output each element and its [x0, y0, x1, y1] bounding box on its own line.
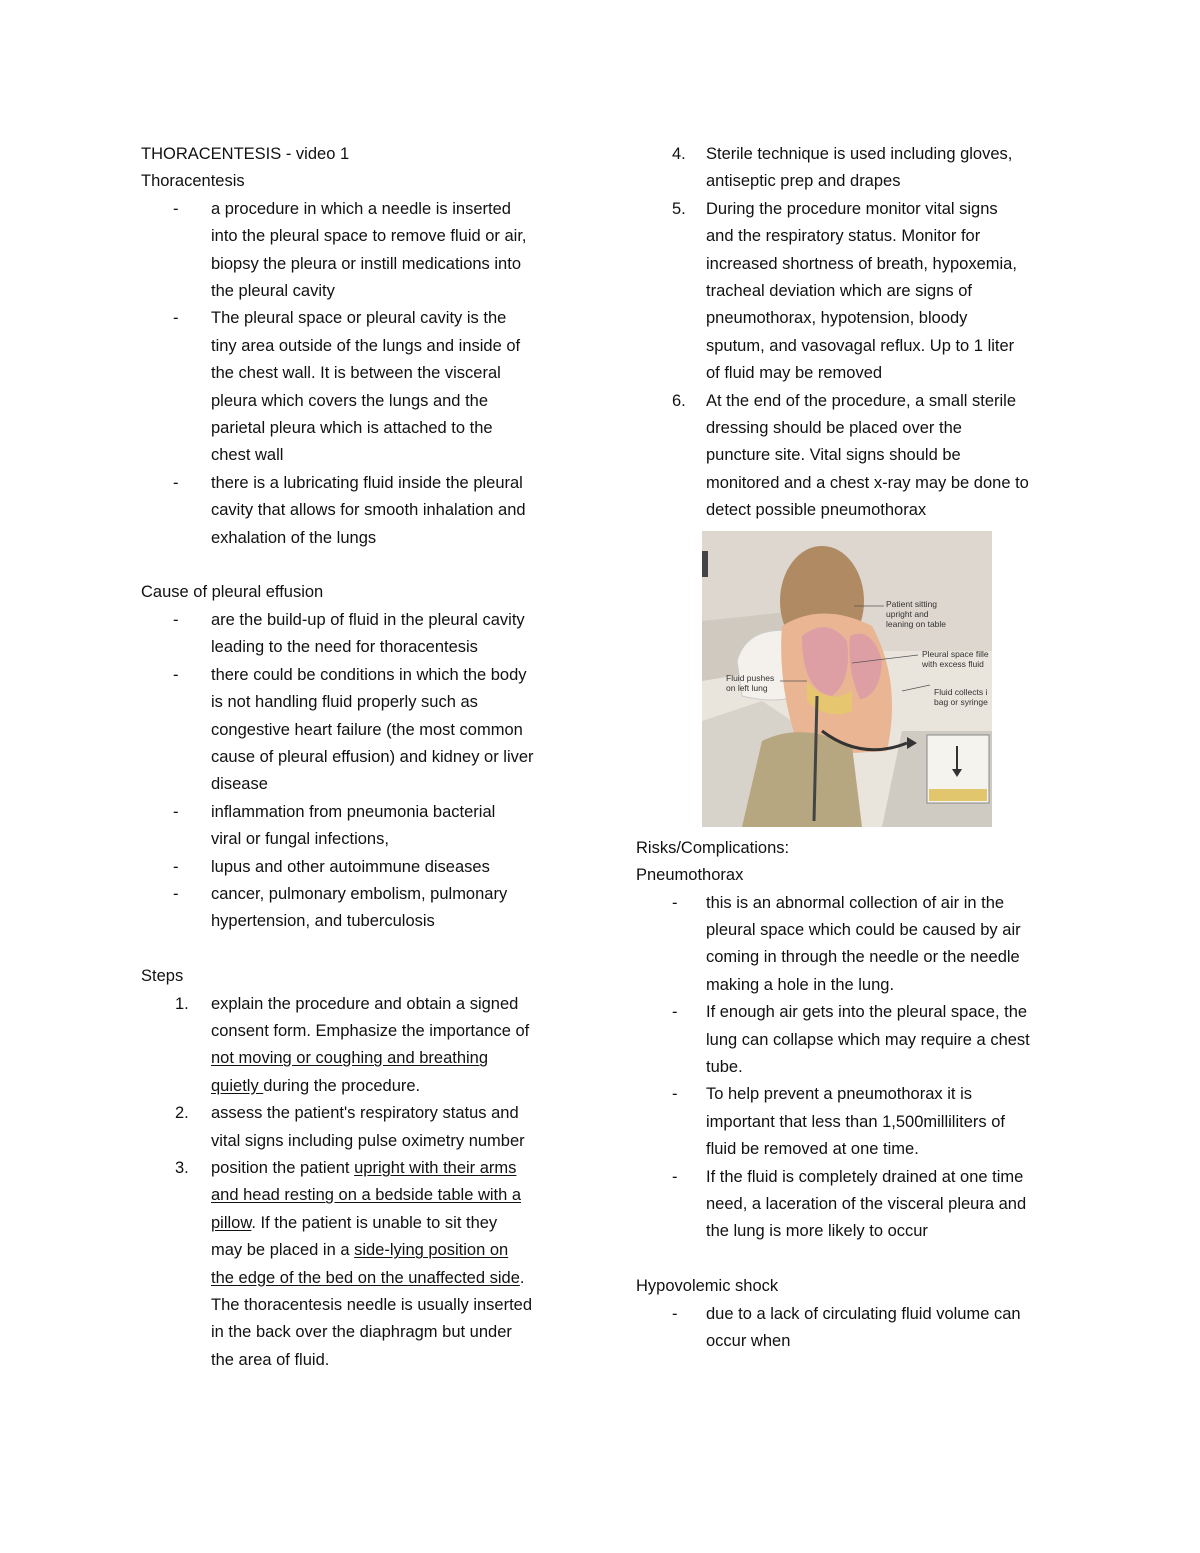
dash-marker: - [672, 1085, 678, 1104]
text-line: of fluid may be removed [706, 364, 883, 383]
bullet-item [141, 470, 581, 552]
step-3: 3. position the patient upright with their arms and head resting on a bedside table with a pillow. If the patient is unable to sit they may be placed in a side-lying position on the edge of the bed on the unaffected side. The thoracentesis needle is usually inserted in the back over the diaphragm but under the area of fluid. [141, 1155, 581, 1374]
underlined-text: side-lying position on [354, 1241, 509, 1260]
text-line: If the fluid is completely drained at one time [706, 1167, 1024, 1186]
thoracentesis-illustration [702, 531, 992, 827]
bullet-item [141, 196, 581, 306]
text-line: At the end of the procedure, a small sterile [706, 391, 1017, 410]
figure-label-fluid-pushes: Fluid pushes on left lung [726, 672, 775, 693]
underlined-text: and head resting on a bedside table with a [211, 1186, 522, 1205]
step-number: 6. [672, 391, 686, 410]
numbered-step [636, 196, 1076, 388]
dash-marker: - [173, 802, 179, 821]
dash-marker: - [173, 473, 179, 492]
bullet-item [636, 1081, 1076, 1163]
step-2: 2. assess the patient's respiratory status and vital signs including pulse oximetry number [141, 1100, 581, 1155]
underlined-text: not moving or coughing and breathing [211, 1049, 489, 1068]
text-line: a procedure in which a needle is inserted [211, 199, 511, 218]
text-line: pleural space which could be caused by air [706, 920, 1021, 939]
numbered-step [636, 388, 1076, 525]
text-line: tracheal deviation which are signs of [706, 282, 972, 301]
dash-marker: - [173, 610, 179, 629]
text-line: viral or fungal infections, [211, 830, 389, 849]
right-column [636, 141, 1076, 1355]
underlined-text: the edge of the bed on the unaffected side [211, 1268, 520, 1287]
text-line: occur when [706, 1331, 791, 1350]
underlined-text: quietly [211, 1076, 264, 1095]
text-line: lupus and other autoimmune diseases [211, 857, 490, 876]
text-line: making a hole in the lung. [706, 975, 895, 994]
text-line: antiseptic prep and drapes [706, 172, 901, 191]
text-line: congestive heart failure (the most common [211, 720, 523, 739]
figure-label-pleural-space: Pleural space fille with excess fluid [922, 648, 989, 669]
text-line: coming in through the needle or the needle [706, 948, 1020, 967]
dash-marker: - [173, 199, 179, 218]
text-line: cancer, pulmonary embolism, pulmonary [211, 884, 508, 903]
text-line: there could be conditions in which the body [211, 665, 527, 684]
text-line: increased shortness of breath, hypoxemia, [706, 254, 1017, 273]
bullet-item [141, 607, 581, 662]
section-heading-hypovolemic: Hypovolemic shock [636, 1277, 779, 1296]
text-line: into the pleural space to remove fluid or air, [211, 227, 527, 246]
bullet-item [636, 999, 1076, 1081]
text-line: monitored and a chest x-ray may be done to [706, 473, 1029, 492]
text-line: important that less than 1,500milliliters of [706, 1112, 1005, 1131]
text-line: fluid be removed at one time. [706, 1140, 919, 1159]
text-line: cavity that allows for smooth inhalation and [211, 501, 526, 520]
section-heading-pneumothorax: Pneumothorax [636, 866, 744, 885]
text-line: biopsy the pleura or instill medications into [211, 254, 521, 273]
text-line: and the respiratory status. Monitor for [706, 227, 981, 246]
step-number: 2. [175, 1104, 189, 1123]
bullet-item [636, 1164, 1076, 1246]
text-line: is not handling fluid properly such as [211, 693, 478, 712]
text-line: During the procedure monitor vital signs [706, 199, 998, 218]
text-line: Sterile technique is used including gloves, [706, 145, 1013, 163]
text-line: sputum, and vasovagal reflux. Up to 1 liter [706, 336, 1015, 355]
hypovolemic-bullet-list [636, 1301, 1076, 1356]
text-line: the lung is more likely to occur [706, 1222, 928, 1241]
bullet-item [141, 854, 581, 881]
step-number: 1. [175, 994, 189, 1013]
text-line: need, a laceration of the visceral pleura and [706, 1194, 1027, 1213]
text-line: exhalation of the lungs [211, 528, 377, 547]
text-line: pleura which covers the lungs and the [211, 391, 489, 410]
bullet-item [141, 881, 581, 936]
thoracentesis-bullet-list [141, 196, 581, 552]
text-line: due to a lack of circulating fluid volume can [706, 1304, 1021, 1323]
left-column [141, 141, 581, 1374]
text-line: To help prevent a pneumothorax it is [706, 1085, 972, 1104]
bullet-item [636, 1301, 1076, 1356]
step-number: 3. [175, 1159, 189, 1177]
text-line: The pleural space or pleural cavity is the [211, 309, 507, 328]
dash-marker: - [173, 857, 179, 876]
figure-label-fluid-collects: Fluid collects i bag or syringe [934, 686, 988, 707]
text-line: pneumothorax, hypotension, bloody [706, 309, 968, 328]
text-line: tube. [706, 1057, 743, 1076]
section-heading-thoracentesis: Thoracentesis [141, 172, 245, 191]
dash-marker: - [672, 1167, 678, 1186]
text-line: the chest wall. It is between the visceral [211, 364, 501, 383]
step-1: 1. explain the procedure and obtain a signed consent form. Emphasize the importance of not moving or coughing and breathing quietly during the procedure. [141, 991, 581, 1101]
bullet-item [636, 890, 1076, 1000]
figure-label-patient: Patient sitting upright and leaning on table [886, 598, 947, 629]
text-line: there is a lubricating fluid inside the pleural [211, 473, 523, 492]
dash-marker: - [173, 309, 179, 328]
text-line: leading to the need for thoracentesis [211, 638, 478, 657]
text-line: the pleural cavity [211, 282, 335, 301]
dash-marker: - [672, 1003, 678, 1022]
dash-marker: - [672, 1304, 678, 1323]
doc-title: THORACENTESIS - video 1 [141, 145, 350, 163]
underlined-text: pillow [211, 1213, 252, 1232]
section-heading-cause: Cause of pleural effusion [141, 583, 324, 602]
steps-continued-list [636, 141, 1076, 525]
text-line: hypertension, and tuberculosis [211, 912, 435, 931]
dash-marker: - [173, 884, 179, 903]
text-line: disease [211, 775, 268, 794]
text-line: lung can collapse which may require a chest [706, 1030, 1030, 1049]
text-line: dressing should be placed over the [706, 419, 962, 438]
text-line: are the build-up of fluid in the pleural cavity [211, 610, 525, 629]
text-line: this is an abnormal collection of air in the [706, 893, 1005, 912]
text-line: tiny area outside of the lungs and inside of [211, 336, 521, 355]
text-line: inflammation from pneumonia bacterial [211, 802, 496, 821]
dash-marker: - [672, 893, 678, 912]
text-line: If enough air gets into the pleural space, the [706, 1003, 1028, 1022]
section-heading-steps: Steps [141, 967, 184, 986]
bullet-item [141, 662, 581, 799]
bullet-item [141, 305, 581, 469]
pneumothorax-bullet-list [636, 890, 1076, 1246]
text-line: cause of pleural effusion) and kidney or liver [211, 747, 534, 766]
text-line: detect possible pneumothorax [706, 501, 927, 520]
dash-marker: - [173, 665, 179, 684]
bullet-item [141, 799, 581, 854]
text-line: chest wall [211, 446, 284, 465]
numbered-step [636, 141, 1076, 196]
step-number: 4. [672, 145, 686, 163]
cause-bullet-list [141, 607, 581, 936]
step-number: 5. [672, 199, 686, 218]
text-line: puncture site. Vital signs should be [706, 446, 961, 465]
risks-heading: Risks/Complications: [636, 838, 790, 857]
underlined-text: upright with their arms [354, 1159, 517, 1177]
text-line: parietal pleura which is attached to the [211, 419, 493, 438]
